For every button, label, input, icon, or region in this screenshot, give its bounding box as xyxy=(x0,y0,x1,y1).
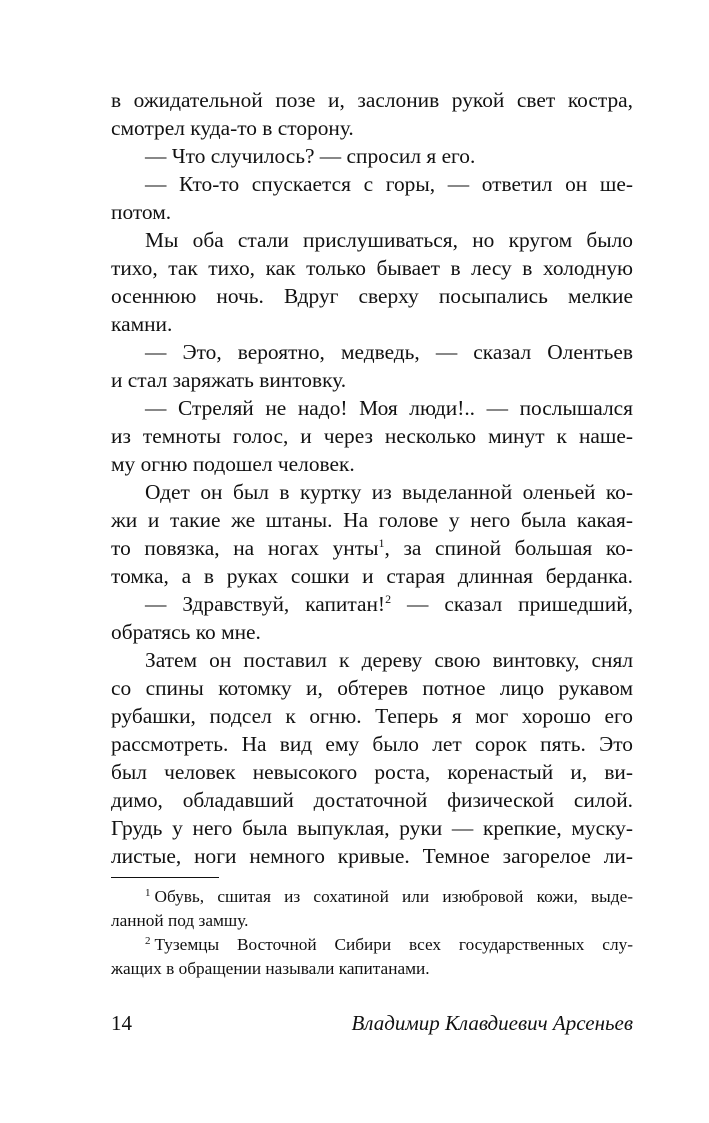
text-line xyxy=(111,590,633,618)
text-line: обратясь ко мне. xyxy=(111,620,261,644)
text-line: из темноты голос, и через несколько минут к наше- xyxy=(111,424,633,448)
text-line: рассмотреть. На вид ему было лет сорок пять. Это xyxy=(111,732,633,756)
text-line: Грудь у него была выпуклая, руки — крепкие, муску- xyxy=(111,816,633,840)
text-line: му огню подошел человек. xyxy=(111,452,355,476)
text-line: жи и такие же штаны. На голове у него была какая- xyxy=(111,508,633,532)
text-line xyxy=(111,534,633,562)
footnote-2-text: Туземцы Восточной Сибири всех государственных слу- xyxy=(154,935,633,954)
text-line: листые, ноги немного кривые. Темное загорелое ли- xyxy=(111,844,633,868)
footnote-1-number: 1 xyxy=(145,887,151,899)
footnote-divider xyxy=(111,877,219,878)
text-line: — Стреляй не надо! Моя люди!.. — послышался xyxy=(145,396,633,420)
text-line-part: — сказал пришедший, xyxy=(391,592,634,616)
text-line: — Что случилось? — спросил я его. xyxy=(145,144,476,168)
text-line-part: — Здравствуй, капитан! xyxy=(145,592,386,616)
text-line: тихо, так тихо, как только бывает в лесу в холодную xyxy=(111,256,633,280)
footnote-1-line xyxy=(111,885,633,909)
footnotes xyxy=(111,885,633,981)
text-line: Затем он поставил к дереву свою винтовку, снял xyxy=(145,648,633,672)
footnote-2-number: 2 xyxy=(145,935,151,947)
text-line: и стал заряжать винтовку. xyxy=(111,368,347,392)
text-line: был человек невысокого роста, коренастый и, ви- xyxy=(111,760,633,784)
footnote-1-line: ланной под замшу. xyxy=(111,911,249,930)
text-line-part: то повязка, на ногах унты xyxy=(111,536,379,560)
text-line: Мы оба стали прислушиваться, но кругом было xyxy=(145,228,633,252)
text-line: томка, а в руках сошки и старая длинная берданка. xyxy=(111,564,633,588)
text-line: потом. xyxy=(111,200,172,224)
page-number: 14 xyxy=(111,1011,132,1035)
text-line: рубашки, подсел к огню. Теперь я мог хорошо его xyxy=(111,704,633,728)
text-line-part: , за спиной большая ко- xyxy=(384,536,633,560)
footnote-2-line xyxy=(111,933,633,957)
main-text xyxy=(111,86,633,870)
text-line: в ожидательной позе и, заслонив рукой свет костра, xyxy=(111,88,633,112)
text-line: осеннюю ночь. Вдруг сверху посыпались мелкие xyxy=(111,284,633,308)
text-line: — Кто-то спускается с горы, — ответил он ше- xyxy=(145,172,633,196)
text-line: со спины котомку и, обтерев потное лицо рукавом xyxy=(111,676,633,700)
running-title: Владимир Клавдиевич Арсеньев xyxy=(351,1011,633,1035)
text-line: — Это, вероятно, медведь, — сказал Олентьев xyxy=(145,340,633,364)
text-line: камни. xyxy=(111,312,173,336)
text-line: Одет он был в куртку из выделанной оленьей ко- xyxy=(145,480,633,504)
footnote-ref-1[interactable]: 1 xyxy=(378,536,385,550)
footnote-1-text: Обувь, сшитая из сохатиной или изюбровой кожи, выде- xyxy=(154,887,633,906)
text-line: димо, обладавший достаточной физической силой. xyxy=(111,788,633,812)
text-line: смотрел куда-то в сторону. xyxy=(111,116,354,140)
footnote-2-line: жащих в обращении называли капитанами. xyxy=(111,959,430,978)
footnote-ref-2[interactable]: 2 xyxy=(385,592,392,606)
